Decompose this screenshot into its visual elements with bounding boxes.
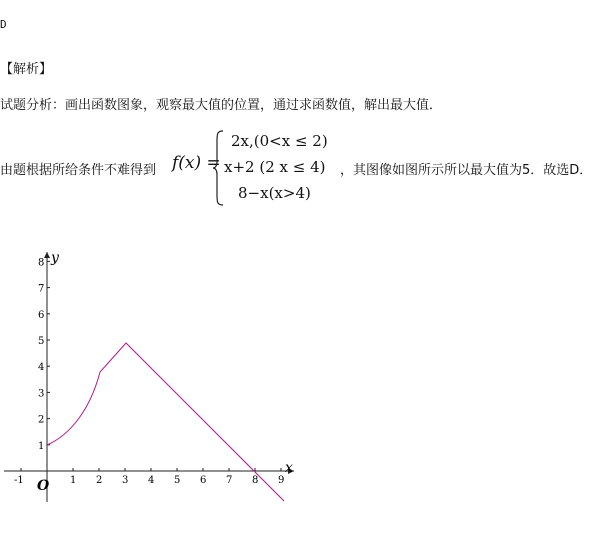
analysis-heading: 【解析】 [0,62,53,77]
answer-text: D [0,18,7,31]
axis-ticks [14,257,284,486]
y-tick-label: 6 [38,309,45,321]
x-tick-label: 2 [96,475,103,486]
y-tick-label: 3 [38,388,45,400]
x-tick-label: -1 [14,475,24,486]
y-tick-label: 5 [38,336,45,347]
y-tick-label: 4 [38,362,45,374]
x-axis-label: x [285,460,293,476]
function-curve [47,343,284,501]
piecewise-case-2: x+2 (2 x ≤ 4) [224,158,326,176]
y-tick-label: 2 [38,414,45,426]
x-tick-label: 9 [278,475,285,486]
piecewise-case-1: 2x,(0<x ≤ 2) [231,132,328,150]
y-tick-label: 1 [38,440,45,452]
function-lhs: f(x) = [172,153,221,173]
analysis-text: 试题分析：画出函数图象，观察最大值的位置，通过求函数值，解出最大值． [0,98,443,113]
statement-text: 由题根据所给条件不难得到 [0,163,157,178]
y-tick-label: 8 [38,257,45,269]
conclusion-text: ，其图像如图所示所以最大值为5．故选D． [340,163,593,178]
function-graph [0,240,310,510]
x-tick-label: 4 [148,475,155,486]
x-tick-label: 3 [122,475,129,486]
origin-label: O [37,478,50,494]
y-tick-label: 7 [38,283,45,295]
piecewise-case-3: 8−x(x>4) [238,184,311,202]
piecewise-brace [212,130,224,206]
x-tick-label: 7 [226,475,233,486]
y-axis-label: y [51,250,59,266]
x-tick-label: 1 [70,475,77,486]
x-tick-label: 8 [252,475,259,486]
x-tick-label: 5 [174,475,181,486]
x-tick-label: 6 [200,475,207,486]
